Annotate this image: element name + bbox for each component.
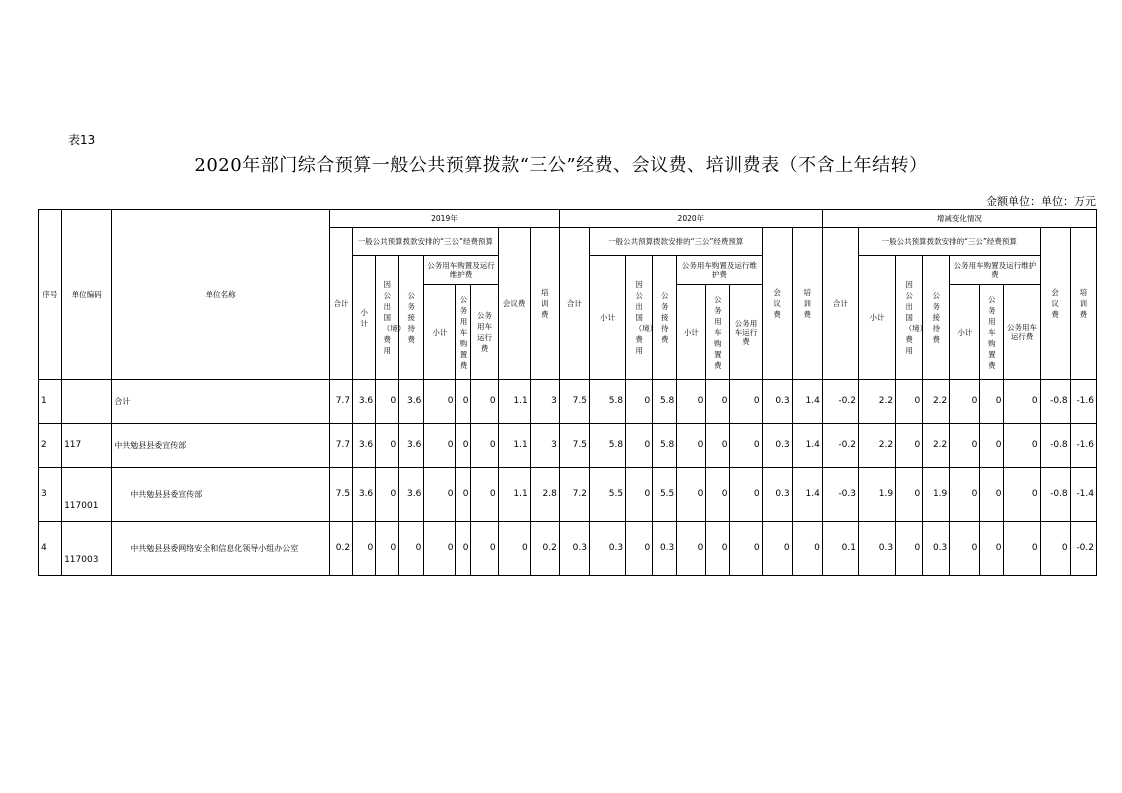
cell-value: 0 [376, 380, 399, 424]
cell-value: -1.6 [1070, 424, 1096, 468]
cell-value: 0.3 [653, 522, 677, 576]
header-change-sangong: 一般公共预算拨款安排的“三公”经费预算 [858, 228, 1040, 256]
cell-value: 3.6 [353, 424, 376, 468]
cell-value: -0.2 [822, 380, 858, 424]
header-2019-vpurchase: 公务用车购置费 [456, 285, 471, 380]
header-2019-vehicle: 公务用车购置及运行维护费 [424, 256, 498, 285]
header-2020-subtotal: 小计 [589, 256, 625, 380]
cell-value: 0 [950, 468, 980, 522]
header-2020-total: 合计 [559, 228, 589, 380]
cell-value: 0 [376, 424, 399, 468]
cell-name: 合计 [112, 380, 330, 424]
cell-seq: 1 [39, 380, 62, 424]
cell-value: 0 [950, 522, 980, 576]
cell-value: -1.4 [1070, 468, 1096, 522]
cell-value: 0 [471, 380, 498, 424]
cell-value: 5.5 [653, 468, 677, 522]
cell-value: 0 [762, 522, 792, 576]
cell-value: -0.2 [1070, 522, 1096, 576]
header-code: 单位编码 [62, 210, 112, 380]
cell-value: 0 [376, 522, 399, 576]
header-change-reception: 公务接待费 [923, 256, 950, 380]
header-2020-vsubtotal: 小计 [677, 285, 706, 380]
cell-value: 0 [626, 468, 653, 522]
cell-value: 1.4 [792, 468, 822, 522]
header-2019-vrun: 公务用车运行费 [471, 285, 498, 380]
header-2020: 2020年 [559, 210, 822, 228]
cell-value: 0 [706, 380, 730, 424]
header-2020-sangong: 一般公共预算拨款安排的“三公”经费预算 [589, 228, 762, 256]
header-change-vrun: 公务用车运行费 [1004, 285, 1040, 380]
cell-value: 0 [980, 380, 1004, 424]
cell-value: 0 [424, 424, 456, 468]
cell-value: 0 [424, 468, 456, 522]
header-change-vsubtotal: 小计 [950, 285, 980, 380]
cell-value: 0 [980, 468, 1004, 522]
cell-value: 1.1 [498, 468, 530, 522]
header-2020-vrun: 公务用车运行费 [730, 285, 762, 380]
cell-value: 0 [471, 522, 498, 576]
cell-value: 0 [792, 522, 822, 576]
cell-value: -0.2 [822, 424, 858, 468]
cell-value: 1.4 [792, 424, 822, 468]
cell-value: 0 [456, 424, 471, 468]
cell-value: 0 [980, 424, 1004, 468]
header-2019-reception: 公务接待费 [399, 256, 424, 380]
cell-value: 0 [498, 522, 530, 576]
header-change: 增减变化情况 [822, 210, 1096, 228]
header-2020-vpurchase: 公务用车购置费 [706, 285, 730, 380]
cell-value: 7.2 [559, 468, 589, 522]
cell-code: 117 [62, 424, 112, 468]
cell-value: 0 [677, 424, 706, 468]
cell-value: 0 [677, 468, 706, 522]
cell-value: 3.6 [353, 380, 376, 424]
cell-value: 0 [677, 380, 706, 424]
cell-value: 1.1 [498, 424, 530, 468]
cell-value: 0 [456, 522, 471, 576]
cell-value: 1.9 [923, 468, 950, 522]
cell-value: -0.8 [1040, 380, 1070, 424]
cell-value: 0 [399, 522, 424, 576]
cell-value: 0 [626, 380, 653, 424]
cell-code [62, 380, 112, 424]
cell-value: 0.3 [762, 380, 792, 424]
cell-value: -1.6 [1070, 380, 1096, 424]
cell-value: 0 [730, 380, 762, 424]
cell-value: 0 [896, 424, 923, 468]
cell-value: 0 [424, 380, 456, 424]
page-title: 2020年部门综合预算一般公共预算拨款“三公”经费、会议费、培训费表（不含上年结转） [194, 155, 928, 176]
cell-value: 5.5 [589, 468, 625, 522]
cell-value: 2.2 [923, 424, 950, 468]
header-change-abroad: 因公出国（境）费用 [896, 256, 923, 380]
cell-value: 0 [1004, 468, 1040, 522]
cell-value: 0.3 [762, 468, 792, 522]
header-2019-sangong: 一般公共预算拨款安排的“三公”经费预算 [353, 228, 498, 256]
cell-value: 0 [980, 522, 1004, 576]
cell-value: 3.6 [353, 468, 376, 522]
cell-value: 0 [471, 424, 498, 468]
table-id: 表13 [68, 133, 96, 147]
budget-table [38, 209, 1097, 576]
cell-value: 3 [530, 380, 559, 424]
cell-seq: 4 [39, 522, 62, 576]
cell-value: -0.8 [1040, 424, 1070, 468]
cell-value: 5.8 [589, 380, 625, 424]
header-change-training: 培训费 [1070, 228, 1096, 380]
cell-value: 2.2 [858, 424, 895, 468]
cell-value: 7.5 [559, 424, 589, 468]
cell-value: 0.3 [923, 522, 950, 576]
cell-value: 0.3 [589, 522, 625, 576]
cell-code: 117001 [62, 468, 112, 522]
cell-value: 3.6 [399, 468, 424, 522]
cell-value: 3.6 [399, 380, 424, 424]
cell-value: 0 [950, 380, 980, 424]
cell-value: 2.2 [923, 380, 950, 424]
header-2019: 2019年 [330, 210, 560, 228]
header-2020-training: 培训费 [792, 228, 822, 380]
cell-value: 0 [730, 424, 762, 468]
cell-value: 0 [626, 424, 653, 468]
cell-value: 0 [626, 522, 653, 576]
cell-value: 3.6 [399, 424, 424, 468]
cell-value: 0 [471, 468, 498, 522]
table-row [39, 380, 1097, 424]
unit-note: 金额单位：单位：万元 [986, 195, 1096, 208]
cell-value: 1.4 [792, 380, 822, 424]
cell-value: 0 [730, 468, 762, 522]
cell-value: 0.1 [822, 522, 858, 576]
cell-value: 0 [353, 522, 376, 576]
header-2020-reception: 公务接待费 [653, 256, 677, 380]
cell-value: 7.7 [330, 380, 353, 424]
header-2019-total: 合计 [330, 228, 353, 380]
cell-name: 中共勉县县委宣传部 [112, 468, 330, 522]
cell-value: 7.7 [330, 424, 353, 468]
cell-value: 0 [376, 468, 399, 522]
cell-value: 0 [706, 468, 730, 522]
cell-name: 中共勉县县委网络安全和信息化领导小组办公室 [112, 522, 330, 576]
cell-value: -0.3 [822, 468, 858, 522]
cell-value: 0 [896, 380, 923, 424]
header-2020-meeting: 会议费 [762, 228, 792, 380]
cell-value: 3 [530, 424, 559, 468]
cell-value: 0 [1004, 424, 1040, 468]
header-change-vehicle: 公务用车购置及运行维护费 [950, 256, 1040, 285]
cell-value: 7.5 [559, 380, 589, 424]
cell-value: 0 [706, 424, 730, 468]
header-2020-abroad: 因公出国（境）费用 [626, 256, 653, 380]
cell-value: 0.3 [858, 522, 895, 576]
cell-value: 0.2 [530, 522, 559, 576]
header-change-subtotal: 小计 [858, 256, 895, 380]
cell-value: -0.8 [1040, 468, 1070, 522]
cell-seq: 2 [39, 424, 62, 468]
header-change-meeting: 会议费 [1040, 228, 1070, 380]
cell-value: 0.3 [762, 424, 792, 468]
cell-value: 0 [424, 522, 456, 576]
header-2019-subtotal: 小计 [353, 256, 376, 380]
cell-value: 7.5 [330, 468, 353, 522]
cell-value: 0 [1004, 380, 1040, 424]
table-row [39, 522, 1097, 576]
cell-value: 0 [950, 424, 980, 468]
cell-seq: 3 [39, 468, 62, 522]
cell-value: 0 [730, 522, 762, 576]
cell-value: 0 [896, 522, 923, 576]
cell-value: 0 [706, 522, 730, 576]
cell-value: 0 [456, 468, 471, 522]
cell-value: 2.2 [858, 380, 895, 424]
cell-value: 5.8 [653, 380, 677, 424]
cell-value: 0.2 [330, 522, 353, 576]
table-row [39, 424, 1097, 468]
header-seq: 序号 [39, 210, 62, 380]
header-name: 单位名称 [112, 210, 330, 380]
header-2019-training: 培训费 [530, 228, 559, 380]
cell-value: 1.9 [858, 468, 895, 522]
cell-code: 117003 [62, 522, 112, 576]
header-2019-abroad: 因公出国（境）费用 [376, 256, 399, 380]
cell-value: 0.3 [559, 522, 589, 576]
header-2020-vehicle: 公务用车购置及运行维护费 [677, 256, 762, 285]
cell-value: 0 [1004, 522, 1040, 576]
header-change-vpurchase: 公务用车购置费 [980, 285, 1004, 380]
cell-value: 0 [677, 522, 706, 576]
cell-value: 0 [1040, 522, 1070, 576]
cell-value: 0 [896, 468, 923, 522]
cell-value: 5.8 [589, 424, 625, 468]
cell-value: 0 [456, 380, 471, 424]
header-change-total: 合计 [822, 228, 858, 380]
header-2019-vsubtotal: 小计 [424, 285, 456, 380]
table-row [39, 468, 1097, 522]
cell-name: 中共勉县县委宣传部 [112, 424, 330, 468]
header-2019-meeting: 会议费 [498, 228, 530, 380]
cell-value: 5.8 [653, 424, 677, 468]
cell-value: 1.1 [498, 380, 530, 424]
cell-value: 2.8 [530, 468, 559, 522]
